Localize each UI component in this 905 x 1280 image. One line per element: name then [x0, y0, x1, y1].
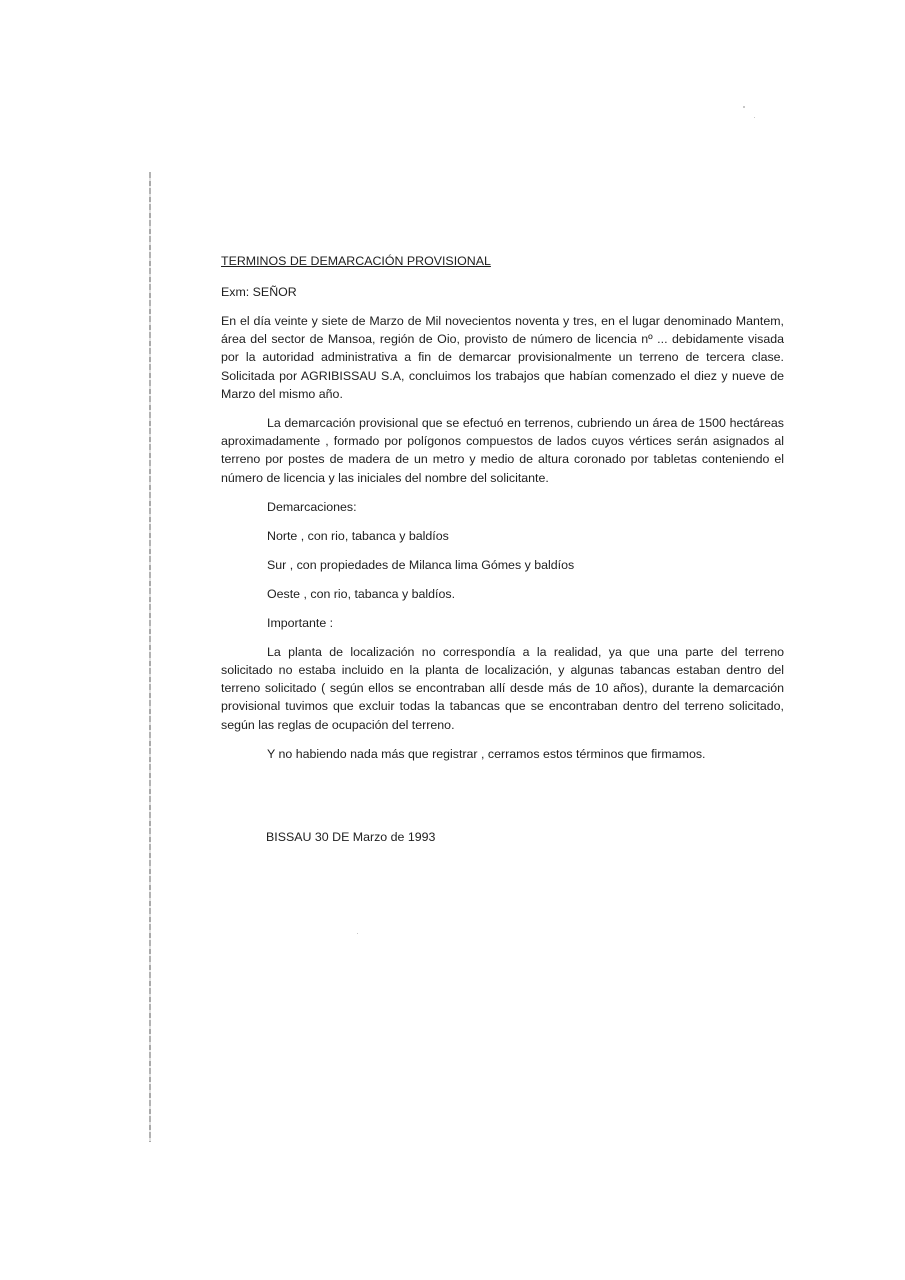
paragraph-demarcation: La demarcación provisional que se efectuó en terrenos, cubriendo un área de 1500 hectáreas aproximadamente , formado por polígonos compuestos de lados cuyos vértices serán asignados al terreno por postes de madera de un metro y medio de altura coronado por tabletas conteniendo el número de licencia y las iniciales del nombre del solicitante.: [221, 416, 784, 485]
demarcacion-norte: Norte , con rio, tabanca y baldíos: [267, 528, 449, 543]
demarcacion-oeste: Oeste , con rio, tabanca y baldíos.: [267, 586, 456, 601]
document-body: [221, 252, 784, 846]
document-title: TERMINOS DE DEMARCACIÓN PROVISIONAL: [221, 254, 491, 268]
place-and-date: BISSAU 30 DE Marzo de 1993: [266, 829, 436, 844]
importante-heading: Importante :: [267, 615, 334, 630]
scan-speck: [754, 117, 755, 118]
scan-edge-mark: [149, 172, 151, 1142]
demarcacion-sur: Sur , con propiedades de Milanca lima Gómes y baldíos: [267, 557, 575, 572]
demarcaciones-heading: Demarcaciones:: [267, 499, 357, 514]
scan-speck: [743, 106, 745, 108]
closing-statement: Y no habiendo nada más que registrar , cerramos estos términos que firmamos.: [267, 746, 706, 761]
scan-speck: [357, 933, 358, 934]
paragraph-importante: La planta de localización no correspondía a la realidad, ya que una parte del terreno solicitado no estaba incluido en la planta de localización, y algunas tabancas estaban dentro del terreno solicitado ( según ellos se encontraban allí desde más de 10 años), durante la demarcación provisional tuvimos que excluir todas la tabancas que se encontraban dentro del terreno solicitado, según las reglas de ocupación del terreno.: [221, 644, 784, 732]
paragraph-intro: En el día veinte y siete de Marzo de Mil novecientos noventa y tres, en el lugar denominado Mantem, área del sector de Mansoa, región de Oio, provisto de número de licencia nº ... debidamente visada por la autoridad administrativa a fin de demarcar provisionalmente un terreno de tercera clase. Solicitada por AGRIBISSAU S.A, concluimos los trabajos que habían comenzado el diez y nueve de Marzo del mismo año.: [221, 314, 784, 401]
salutation: Exm: SEÑOR: [221, 285, 297, 299]
